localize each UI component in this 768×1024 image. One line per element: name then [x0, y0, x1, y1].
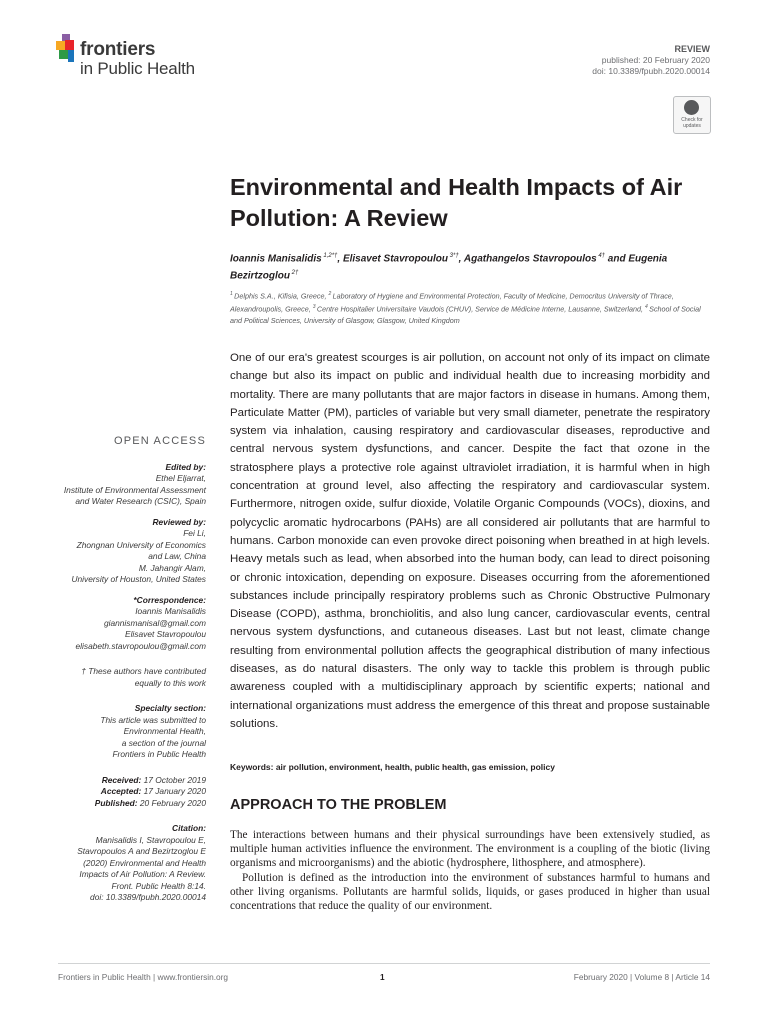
author-name[interactable]: Agathangelos Stavropoulos	[463, 253, 597, 265]
journal-name-primary: frontiers	[80, 39, 156, 60]
author-affiliation-marker: 2†	[290, 270, 299, 277]
author-affiliation-marker: 3*†	[447, 253, 459, 259]
article-dates: Received: 17 October 2019 Accepted: 17 January 2020 Published: 20 February 2020	[94, 774, 206, 808]
author-affiliation-marker: 1,2*†	[321, 253, 338, 259]
check-updates-label: Check for updates	[681, 117, 703, 129]
affiliation-marker: 2	[328, 291, 333, 297]
body-text	[230, 828, 710, 913]
keywords: Keywords: air pollution, environment, health, public health, gas emission, policy	[230, 762, 555, 772]
edited-by: Edited by: Ethel Eljarrat, Institute of Environmental Assessment and Water Research (CSIC), Spain	[63, 461, 206, 506]
footer-divider	[58, 963, 710, 964]
abstract: One of our era's greatest scourges is air pollution, on account not only of its impact on climate change but also its impact on public and individual health due to increasing morbidity and mortality. There are many pollutants that are major factors in disease in humans. Among them, Particulate Matter (PM), particles of variable but very small diameter, penetrate the respiratory system via inhalation, causing respiratory and cardiovascular diseases, reproductive and central nervous system dysfunctions, and cancer. Despite the fact that ozone in the stratosphere plays a protective role against ultraviolet irradiation, it is harmful when in high concentration at ground level, also affecting the respiratory and cardiovascular system. Furthermore, nitrogen oxide, sulfur dioxide, Volatile Organic Compounds (VOCs), dioxins, and polycyclic aromatic hydrocarbons (PAHs) are all considered air pollutants that are harmful to humans. Carbon monoxide can even provoke direct poisoning when breathed in at high levels. Heavy metals such as lead, when absorbed into the human body, can lead to direct poisoning or chronic intoxication, depending on exposure. Diseases occurring from the aforementioned substances include principally respiratory problems such as Chronic Obstructive Pulmonary Disease (COPD), asthma, bronchiolitis, and also lung cancer, cardiovascular events, central nervous system dysfunctions, and cutaneous diseases. Last but not least, climate change resulting from environmental pollution affects the geographical distribution of many infectious diseases, as do natural disasters. The only way to tackle this problem is through public awareness coupled with a multidisciplinary approach by scientific experts; national and international organizations must address the emergence of this threat and propose sustainable solutions.	[230, 352, 710, 730]
author-name[interactable]: Ioannis Manisalidis	[230, 253, 322, 265]
reviewed-by: Reviewed by: Fei Li, Zhongnan University of Economics and Law, China M. Jahangir Alam, University of Houston, United States	[71, 516, 206, 584]
correspondence: *Correspondence: Ioannis Manisalidis giannismanisal@gmail.com Elisavet Stavropoulou elisabeth.stavropoulou@gmail.com	[40, 595, 206, 653]
article-sidebar	[40, 436, 206, 913]
affiliation-text: Delphis S.A., Kifisia, Greece,	[234, 291, 329, 301]
article-type: REVIEW	[674, 44, 710, 54]
body-paragraph: The interactions between humans and their physical surroundings have been extensively studied, as multiple human activities influence the environment. The environment is a coupling of the biotic (living organisms and microorganisms) and the abiotic (hydrosphere, lithosphere, and atmosphere).	[230, 829, 710, 870]
check-for-updates-button[interactable]	[673, 96, 711, 134]
author-affiliation-marker: 4†	[596, 253, 605, 259]
check-updates-icon	[684, 100, 699, 115]
body-paragraph: Pollution is defined as the introduction into the environment of substances harmful to humans and other living organisms. Pollutants are harmful solids, liquids, or gases produced in higher than usual concentrations that reduce the quality of our environment.	[230, 871, 710, 913]
author-name[interactable]: Eugenia Bezirtzoglou	[230, 253, 668, 282]
affiliation-text: Laboratory of Hygiene and Environmental Protection, Faculty of Medicine, Democritus University of Thrace, Alexandroupolis, Greece,	[230, 291, 674, 314]
contribution-note: † These authors have contributed equally to this work	[81, 666, 206, 688]
footer-journal-link[interactable]: Frontiers in Public Health | www.frontiersin.org	[58, 972, 229, 982]
email-link[interactable]: giannismanisal@gmail.com	[103, 617, 206, 628]
author-name[interactable]: Elisavet Stavropoulou	[342, 253, 448, 265]
email-link[interactable]: elisabeth.stavropoulou@gmail.com	[75, 640, 206, 651]
citation-doi-link[interactable]: doi: 10.3389/fpubh.2020.00014	[90, 892, 206, 902]
footer-issue-info: February 2020 | Volume 8 | Article 14	[573, 972, 710, 982]
article-doi: doi: 10.3389/fpubh.2020.00014	[592, 66, 710, 76]
affiliation-text: School of Social and Political Sciences, University of Glasgow, Glasgow, United Kingdom	[230, 304, 701, 325]
article-meta	[592, 44, 710, 77]
affiliations	[230, 289, 710, 326]
specialty-section: Specialty section: This article was submitted to Environmental Health, a section of the journal Frontiers in Public Health	[100, 703, 206, 759]
published-date: published: 20 February 2020	[601, 55, 710, 65]
citation: Citation: Manisalidis I, Stavropoulou E, Stavropoulos A and Bezirtzoglou E (2020) Environmental and Health Impacts of Air Pollution: A Review. Front. Public Health 8:14. doi: 10.3389/fpubh.2020.00014	[40, 823, 206, 904]
journal-name-secondary: in Public Health	[80, 59, 195, 78]
affiliation-marker: 3	[312, 303, 317, 310]
affiliation-text: Centre Hospitalier Universitaire Vaudois (CHUV), Service de Médicine Interne, Lausanne, Switzerland,	[316, 304, 645, 314]
affiliation-marker: 4	[645, 303, 650, 310]
journal-logo[interactable]	[56, 34, 226, 82]
page-number: 1	[380, 972, 385, 982]
affiliation-marker: 1	[230, 291, 235, 297]
open-access-label: OPEN ACCESS	[113, 435, 206, 447]
author-list: Ioannis Manisalidis $^{1,2*\dagger}$, Elisavet Stavropoulou $^{3*\dagger}$, Agathangelos Stavropoulos $^{4\dagger}$ and Eugenia Bezirtzoglou $^{2\dagger}$	[230, 253, 668, 282]
article-title: Environmental and Health Impacts of Air Pollution: A Review	[230, 174, 683, 231]
section-heading: APPROACH TO THE PROBLEM	[230, 797, 447, 813]
